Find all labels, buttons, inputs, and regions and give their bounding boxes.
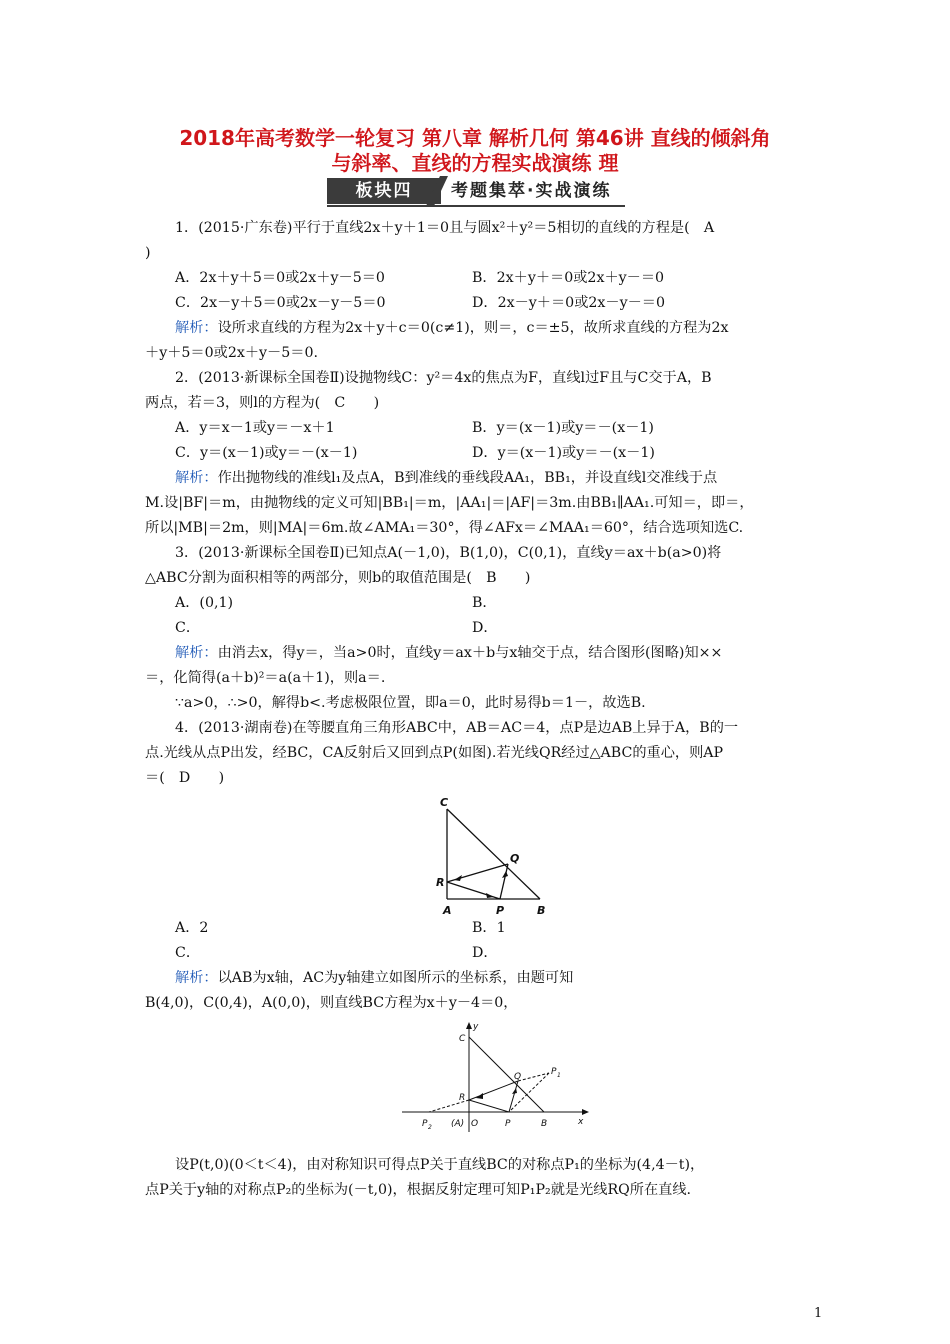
label-C: C (459, 1034, 466, 1044)
text-line-13 (145, 519, 743, 537)
option-line-17-b: D． (472, 620, 498, 636)
text-line-9 (175, 419, 335, 437)
line-text: 以AB为x轴，AC为y轴建立如图所示的坐标系，由题可知 (217, 970, 574, 986)
line-text: ) (145, 245, 151, 261)
label-P: P (496, 904, 505, 917)
text-line-21 (175, 719, 738, 737)
line-text: C．2x－y＋5＝0或2x－y－5＝0 (175, 295, 386, 311)
label-C: C (440, 796, 449, 809)
label-R: R (459, 1093, 466, 1103)
banner-right: 考题集萃·实战演练 (451, 181, 612, 201)
arrow-QR (454, 875, 462, 881)
line-text: 点.光线从点P出发，经BC，CA反射后又回到点P(如图).若光线QR经过△ABC的重心，则AP (145, 745, 724, 761)
banner-left: 板块四 (327, 178, 441, 204)
text-line-4 (175, 294, 386, 312)
line-text: ＋y＋5＝0或2x＋y－5＝0. (145, 345, 318, 361)
text-line-12 (145, 494, 754, 512)
text-line-24 (175, 919, 208, 937)
line-text: 设所求直线的方程为2x＋y＋c＝0(c≠1)，则＝，c＝±5，故所求直线的方程为2x (217, 320, 729, 336)
label-B: B (537, 904, 546, 917)
line-text: C． (175, 620, 201, 636)
arrow-x (582, 1109, 589, 1115)
arrow-y (466, 1022, 472, 1029)
text-line-3 (175, 269, 385, 287)
analysis-label: 解析： (175, 320, 218, 336)
text-line-22 (145, 744, 723, 762)
text-line-5 (175, 319, 728, 337)
text-line-8 (145, 394, 379, 412)
label-R: R (436, 876, 445, 889)
option-line-16-b: B． (472, 595, 497, 611)
ray-PQ (509, 1081, 518, 1112)
line-text: M.设|BF|＝m，由抛物线的定义可知|BB₁|＝m，|AA₁|＝|AF|＝3m.由BB₁∥AA₁.可知＝，即＝， (145, 495, 754, 511)
label-B: B (541, 1119, 548, 1129)
analysis-label: 解析： (175, 970, 218, 986)
text-line-1 (175, 219, 714, 237)
label-P1-sub: 1 (557, 1072, 561, 1079)
option-line-4-b: D．2x－y＋＝0或2x－y－＝0 (472, 295, 666, 311)
text-line-14 (175, 544, 721, 562)
label-A: (A) (451, 1119, 465, 1129)
arrow-PQ (502, 871, 508, 878)
option-line-25-b: D． (472, 945, 498, 961)
line-text: ＝，化简得(a＋b)²＝a(a＋1)，则a＝. (145, 670, 386, 686)
text-line-26 (175, 969, 573, 987)
line-text: 点P关于y轴的对称点P₂的坐标为(－t,0)，根据反射定理可知P₁P₂就是光线RQ所在直线. (145, 1182, 692, 1198)
figure-coordinate (396, 1020, 596, 1135)
axis-label-y: y (473, 1022, 479, 1032)
line-text: ＝( D ) (145, 770, 225, 786)
line-text: 作出抛物线的准线l₁及点A，B到准线的垂线段AA₁，BB₁，并设直线l交准线于点 (217, 470, 718, 486)
line-text: 两点，若＝3，则l的方程为( C ) (145, 395, 380, 411)
label-P2-sub: 2 (428, 1124, 432, 1131)
line-text: A．2x＋y＋5＝0或2x＋y－5＝0 (175, 270, 385, 286)
text-line-17 (175, 619, 200, 637)
text-line-28 (175, 1156, 704, 1174)
text-line-25 (175, 944, 200, 962)
line-text: 1．(2015·广东卷)平行于直线2x＋y＋1＝0且与圆x²＋y²＝5相切的直线的方程是( A (175, 220, 715, 236)
analysis-label: 解析： (175, 470, 218, 486)
text-line-23 (145, 769, 224, 787)
label-P2: P (422, 1119, 428, 1129)
option-line-3-b: B．2x＋y＋＝0或2x＋y－＝0 (472, 270, 665, 286)
text-line-19 (145, 669, 385, 687)
arrow-QR (476, 1093, 483, 1099)
option-line-24-b: B．1 (472, 920, 506, 936)
text-line-15 (145, 569, 530, 587)
text-line-10 (175, 444, 357, 462)
line-text: 由消去x，得y＝，当a>0时，直线y＝ax＋b与x轴交于点，结合图形(图略)知×× (217, 645, 723, 661)
banner-underline (327, 205, 625, 207)
figure-triangle (430, 795, 560, 920)
line-text: ∵a>0，∴>0，解得b<.考虑极限位置，即a＝0，此时易得b＝1－，故选B. (175, 695, 646, 711)
text-line-27 (145, 994, 517, 1012)
line-text: 设P(t,0)(0＜t＜4)，由对称知识可得点P关于直线BC的对称点P₁的坐标为(4,4－t)， (175, 1157, 705, 1173)
arrow-PQ (512, 1088, 517, 1094)
text-line-11 (175, 469, 717, 487)
line-text: B(4,0)，C(0,4)，A(0,0)，则直线BC方程为x＋y－4＝0， (145, 995, 518, 1011)
label-A: A (443, 904, 452, 917)
line-text: △ABC分割为面积相等的两部分，则b的取值范围是( B ) (145, 570, 531, 586)
line-text: 4．(2013·湖南卷)在等腰直角三角形ABC中，AB＝AC＝4，点P是边AB上异于A，B的一 (175, 720, 739, 736)
line-text: A．y＝x－1或y＝－x＋1 (175, 420, 335, 436)
ray-QR (469, 1081, 518, 1100)
title-line-2: 与斜率、直线的方程实战演练 理 (331, 151, 619, 175)
option-line-9-b: B．y＝(x－1)或y＝－(x－1) (472, 420, 654, 436)
option-line-10-b: D．y＝(x－1)或y＝－(x－1) (472, 445, 655, 461)
line-CB (469, 1037, 544, 1112)
section-banner (327, 178, 625, 204)
line-text: 3．(2013·新课标全国卷Ⅱ)已知点A(－1,0)，B(1,0)，C(0,1)，直线y＝ax＋b(a>0)将 (175, 545, 722, 561)
side-CB (447, 809, 540, 899)
line-text: A．(0,1) (175, 595, 234, 611)
line-text: C．y＝(x－1)或y＝－(x－1) (175, 445, 358, 461)
label-Q: Q (514, 1072, 522, 1082)
text-line-29 (145, 1181, 691, 1199)
label-P: P (505, 1119, 511, 1129)
analysis-label: 解析： (175, 645, 218, 661)
label-Q: Q (510, 852, 520, 865)
label-P1: P (551, 1067, 557, 1077)
text-line-16 (175, 594, 233, 612)
line-text: 2．(2013·新课标全国卷Ⅱ)设抛物线C：y²＝4x的焦点为F，直线l过F且与C交于A，B (175, 370, 712, 386)
ray-PQ (500, 864, 508, 899)
line-text: 所以|MB|＝2m，则|MA|＝6m.故∠AMA₁＝30°，得∠AFx＝∠MAA₁＝60°，结合选项知选C. (145, 520, 744, 536)
label-O: O (471, 1119, 479, 1129)
text-line-7 (175, 369, 712, 387)
ray-RP (469, 1100, 509, 1112)
axis-label-x: x (578, 1117, 584, 1127)
line-text: A．2 (175, 920, 209, 936)
text-line-20 (175, 694, 646, 712)
text-line-2 (145, 244, 151, 262)
page-number: 1 (814, 1306, 823, 1321)
line-text: C． (175, 945, 201, 961)
text-line-18 (175, 644, 722, 662)
title-line-1: 2018年高考数学一轮复习 第八章 解析几何 第46讲 直线的倾斜角 (179, 126, 771, 150)
text-line-6 (145, 344, 318, 362)
